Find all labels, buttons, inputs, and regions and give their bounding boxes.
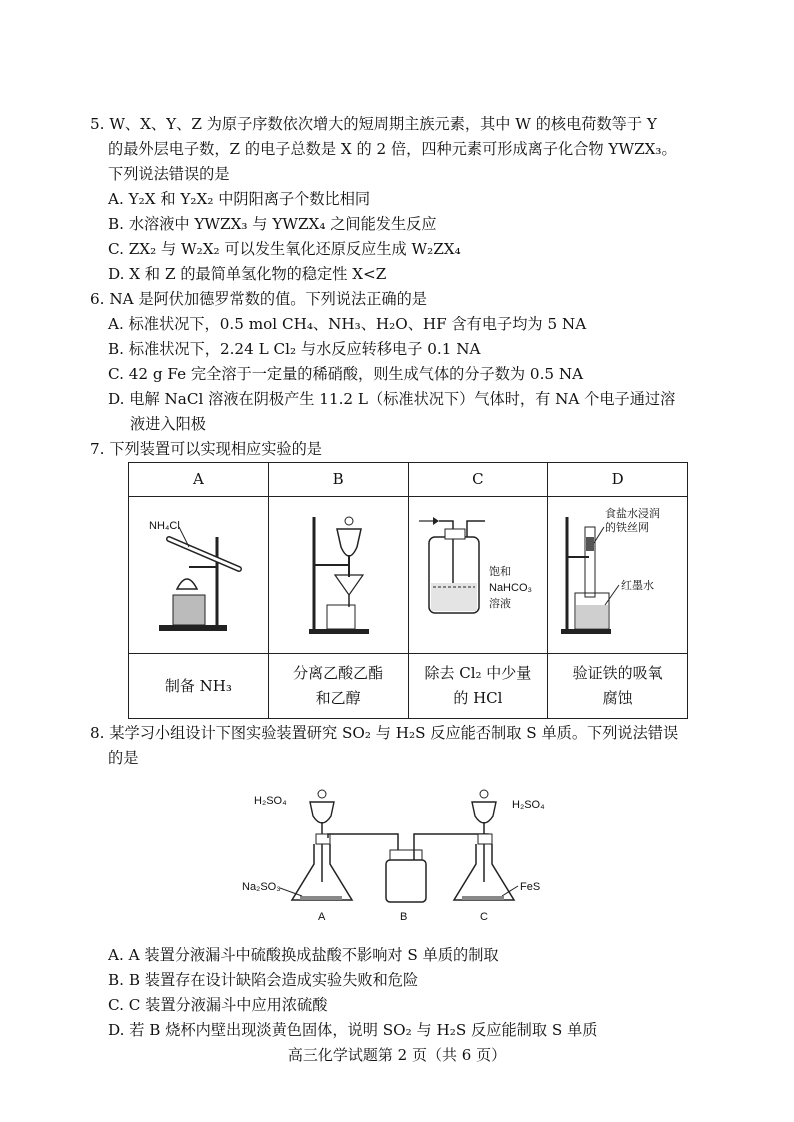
table-caption-row (129, 654, 688, 719)
caption-d (548, 654, 688, 719)
caption-c-line1: 除去 Cl₂ 中少量 (424, 664, 532, 682)
figure-c-gas-washing-bottle (409, 497, 547, 645)
header-a: A (129, 463, 269, 497)
label-nh4cl: NH₄Cl (149, 520, 181, 532)
label-na2so3: Na₂SO₃ (242, 881, 281, 893)
caption-d-line1: 验证铁的吸氧 (572, 664, 663, 682)
figure-a-cell (129, 497, 269, 654)
figure-d-iron-corrosion (549, 497, 687, 645)
label-h2so4-left: H₂SO₄ (254, 795, 287, 807)
caption-b-line2: 和乙醇 (315, 689, 361, 707)
q8-line1: 8. 某学习小组设计下图实验装置研究 SO₂ 与 H₂S 反应能否制取 S 单质。下列说法错误 (90, 724, 679, 742)
q5-option-c: C. ZX₂ 与 W₂X₂ 可以发生氧化还原反应生成 W₂ZX₄ (108, 240, 461, 258)
label-a: A (318, 911, 326, 923)
question-8 (90, 721, 710, 771)
q6-stem: 6. NA 是阿伏加德罗常数的值。下列说法正确的是 (90, 290, 427, 308)
label-fes: FeS (520, 881, 541, 893)
caption-a (129, 654, 269, 719)
q6-option-d-line2: 液进入阳极 (130, 415, 206, 433)
label-saturated: 饱和 (488, 566, 511, 578)
question-7 (90, 437, 710, 462)
caption-b-line1: 分离乙酸乙酯 (293, 664, 384, 682)
q6-option-a: A. 标准状况下，0.5 mol CH₄、NH₃、H₂O、HF 含有电子均为 5 NA (108, 315, 587, 333)
apparatus-table (128, 462, 688, 719)
page-footer: 高三化学试题第 2 页（共 6 页） (287, 1046, 507, 1064)
label-iron-mesh: 的铁丝网 (604, 522, 649, 534)
question-8-options (90, 943, 710, 1043)
caption-a-line1: 制备 NH₃ (164, 676, 232, 695)
q8-option-d: D. 若 B 烧杯内壁出现淡黄色固体，说明 SO₂ 与 H₂S 反应能制取 S 单质 (108, 1021, 598, 1039)
q6-option-b: B. 标准状况下，2.24 L Cl₂ 与水反应转移电子 0.1 NA (108, 340, 481, 358)
header-d: D (548, 463, 688, 497)
caption-b (268, 654, 408, 719)
label-c: C (480, 911, 488, 923)
q6-option-d-line1: D. 电解 NaCl 溶液在阴极产生 11.2 L（标准状况下）气体时，有 NA 个电子通过溶 (108, 390, 676, 408)
q8-option-b: B. B 装置存在设计缺陷会造成实验失败和危险 (108, 971, 419, 989)
q5-option-b: B. 水溶液中 YWZX₃ 与 YWZX₄ 之间能发生反应 (108, 215, 437, 233)
caption-c (408, 654, 548, 719)
question-6 (90, 287, 710, 437)
header-b: B (268, 463, 408, 497)
label-solution: 溶液 (488, 598, 511, 610)
figure-a-heating-tube (129, 497, 267, 645)
table-figure-row (129, 497, 688, 654)
label-h2so4-right: H₂SO₄ (512, 799, 545, 811)
figure-c-cell (408, 497, 548, 654)
figure-b-separatory-funnel (269, 497, 407, 645)
label-salt-water: 食盐水浸润 (604, 508, 660, 520)
question-5 (90, 112, 710, 287)
q8-option-c: C. C 装置分液漏斗中应用浓硫酸 (108, 996, 328, 1014)
q5-line2: 的最外层电子数，Z 的电子总数是 X 的 2 倍，四种元素可形成离子化合物 YWZX₃。 (108, 140, 677, 158)
q5-option-a: A. Y₂X 和 Y₂X₂ 中阴阳离子个数比相同 (108, 190, 371, 208)
figure-q8-apparatus (240, 772, 570, 932)
q8-option-a: A. A 装置分液漏斗中硫酸换成盐酸不影响对 S 单质的制取 (108, 946, 499, 964)
figure-b-cell (268, 497, 408, 654)
header-c: C (408, 463, 548, 497)
q5-line3: 下列说法错误的是 (108, 165, 230, 183)
q7-stem: 7. 下列装置可以实现相应实验的是 (90, 440, 322, 458)
caption-c-line2: 的 HCl (453, 689, 503, 707)
label-b: B (400, 911, 408, 923)
q6-option-c: C. 42 g Fe 完全溶于一定量的稀硝酸，则生成气体的分子数为 0.5 NA (108, 365, 584, 383)
table-header-row (129, 463, 688, 497)
q5-line1: 5. W、X、Y、Z 为原子序数依次增大的短周期主族元素，其中 W 的核电荷数等于 Y (90, 115, 657, 133)
figure-d-cell (548, 497, 688, 654)
caption-d-line2: 腐蚀 (602, 689, 633, 707)
label-red-ink: 红墨水 (620, 580, 654, 592)
label-nahco3: NaHCO₃ (488, 582, 532, 594)
q5-option-d: D. X 和 Z 的最简单氢化物的稳定性 X<Z (108, 265, 387, 283)
q8-line2: 的是 (108, 749, 139, 767)
